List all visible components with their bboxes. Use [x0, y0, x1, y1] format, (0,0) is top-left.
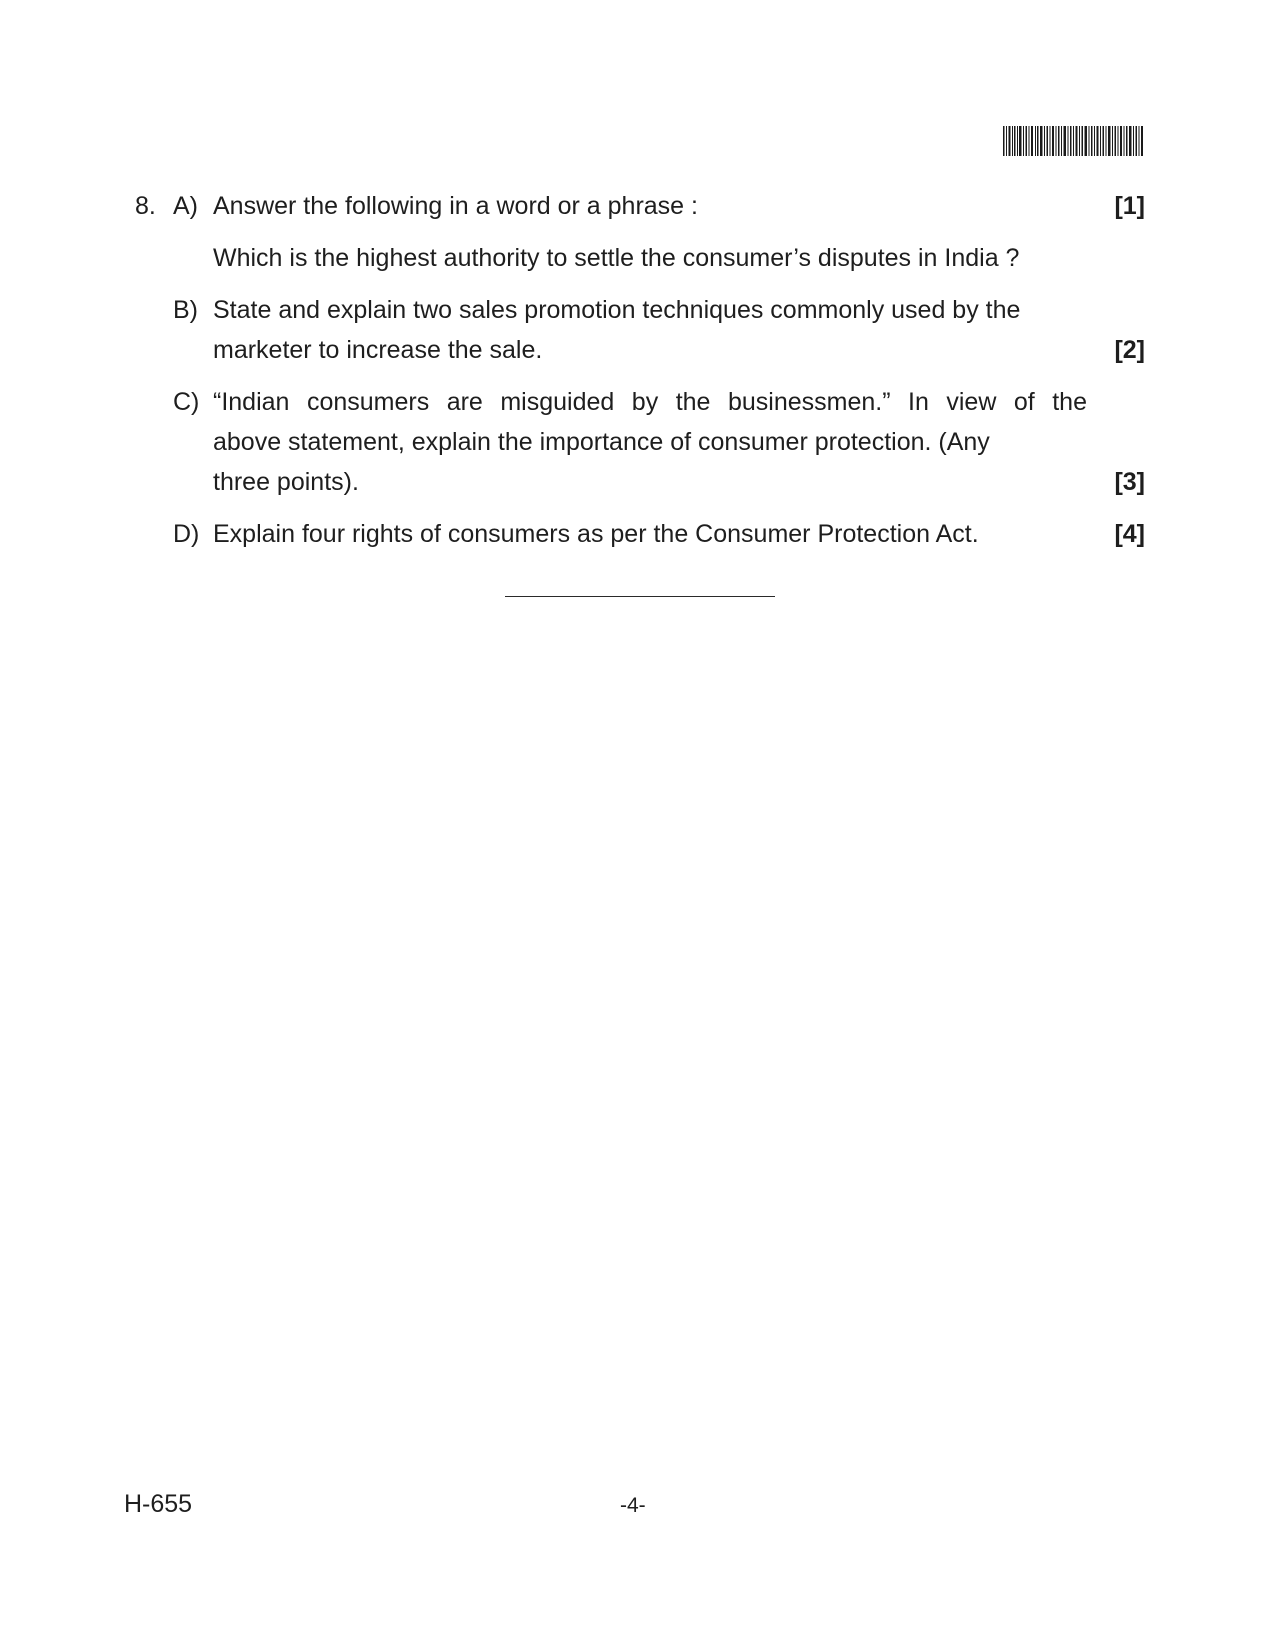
part-c-marks: [3]	[1114, 468, 1145, 496]
part-c-label: C)	[173, 388, 200, 416]
part-a-line-1: Answer the following in a word or a phrase :	[213, 192, 698, 220]
part-c-line-3: three points).	[213, 468, 359, 496]
part-c-line-1: “Indian consumers are misguided by the businessmen.” In view of the	[213, 388, 1087, 416]
part-b	[135, 290, 1145, 370]
part-b-marks: [2]	[1114, 336, 1145, 364]
part-c	[135, 382, 1145, 502]
part-d-label: D)	[173, 520, 200, 548]
part-b-label: B)	[173, 296, 198, 324]
part-d-marks: [4]	[1114, 520, 1145, 548]
part-d	[135, 514, 1145, 554]
part-b-line-2: marketer to increase the sale.	[213, 336, 543, 364]
page-number: -4-	[620, 1494, 646, 1517]
end-divider	[505, 596, 775, 597]
part-a	[135, 186, 1145, 226]
part-a-marks: [1]	[1114, 192, 1145, 220]
part-a-follow-up	[135, 238, 1145, 278]
paper-code: H-655	[124, 1490, 193, 1518]
part-a-text	[213, 186, 1087, 226]
part-a-label: A)	[173, 192, 198, 220]
part-c-text	[213, 382, 1087, 502]
question-number: 8.	[135, 192, 156, 220]
barcode-image	[1003, 126, 1143, 156]
part-d-text	[213, 514, 1087, 554]
part-b-line-1: State and explain two sales promotion techniques commonly used by the	[213, 296, 1021, 324]
part-c-line-2: above statement, explain the importance of consumer protection. (Any	[213, 428, 990, 456]
part-b-text	[213, 290, 1087, 370]
question-8	[135, 186, 1145, 554]
part-d-line-1: Explain four rights of consumers as per the Consumer Protection Act.	[213, 520, 979, 548]
part-a-follow-up-text: Which is the highest authority to settle the consumer’s disputes in India ?	[213, 244, 1020, 272]
